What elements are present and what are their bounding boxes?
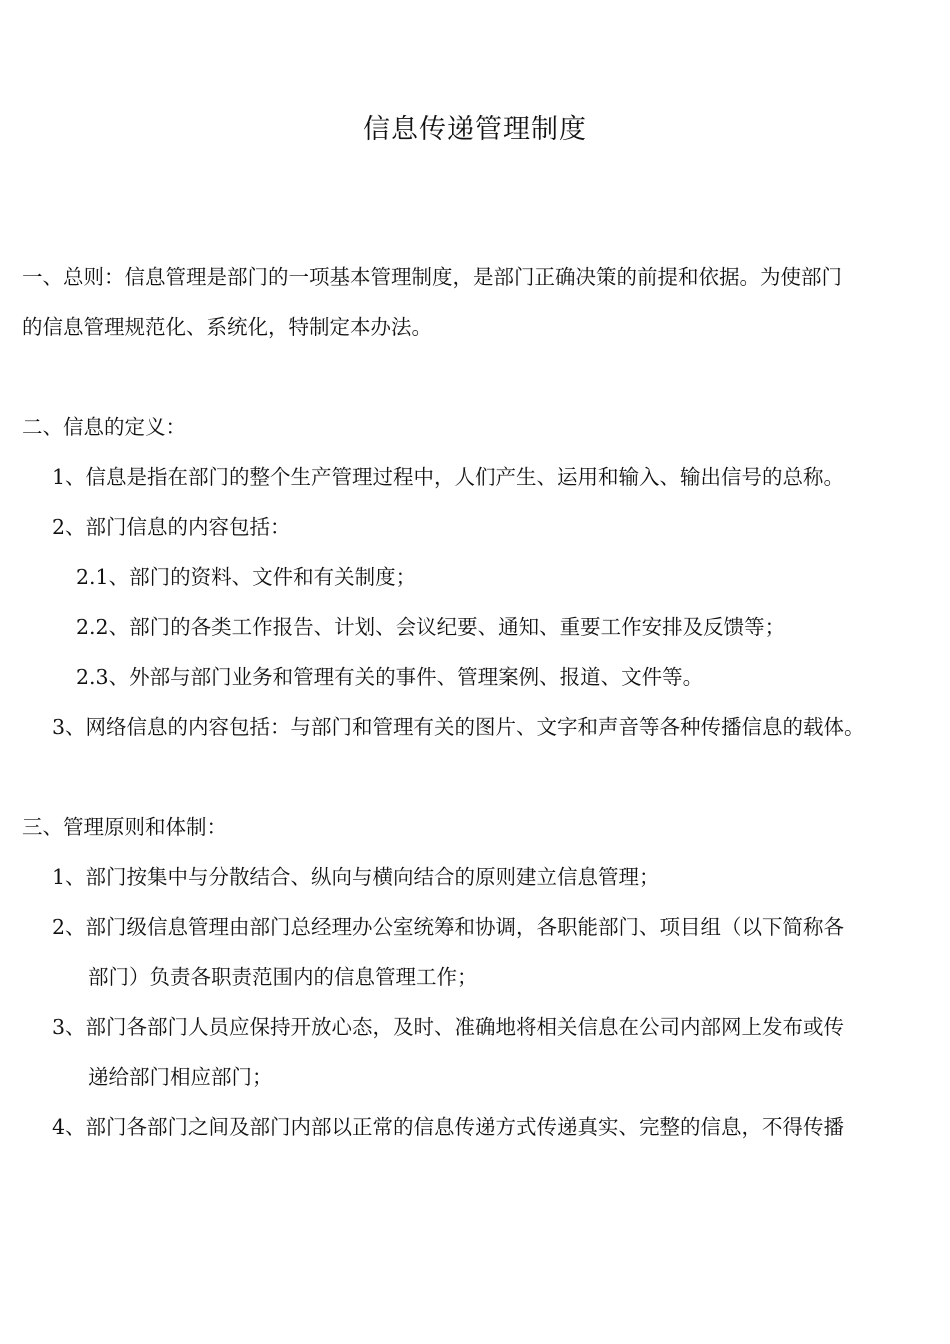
document-title: 信息传递管理制度 [363,114,587,145]
section3-item2-line1: 2、部门级信息管理由部门总经理办公室统筹和协调，各职能部门、项目组（以下简称各 [52,915,845,939]
section2-item2: 2、部门信息的内容包括： [52,515,291,539]
section2-heading: 二、信息的定义： [22,415,186,439]
section3-heading: 三、管理原则和体制： [22,815,227,839]
section2-item2-3: 2.3、外部与部门业务和管理有关的事件、管理案例、报道、文件等。 [76,665,704,689]
section2-item2-1: 2.1、部门的资料、文件和有关制度； [76,565,417,589]
section2-item2-2: 2.2、部门的各类工作报告、计划、会议纪要、通知、重要工作安排及反馈等； [76,615,786,639]
section3-item2-line2: 部门）负责各职责范围内的信息管理工作； [88,965,478,989]
section3-item3-line1: 3、部门各部门人员应保持开放心态，及时、准确地将相关信息在公司内部网上发布或传 [52,1015,845,1039]
section3-item3-line2: 递给部门相应部门； [88,1065,273,1089]
section1-line2: 的信息管理规范化、系统化，特制定本办法。 [22,315,432,339]
section2-item3: 3、网络信息的内容包括：与部门和管理有关的图片、文字和声音等各种传播信息的载体。 [52,715,865,739]
section1-line1: 一、总则：信息管理是部门的一项基本管理制度，是部门正确决策的前提和依据。为使部门 [22,265,842,289]
section3-item1: 1、部门按集中与分散结合、纵向与横向结合的原则建立信息管理； [52,865,660,889]
section3-item4-line1: 4、部门各部门之间及部门内部以正常的信息传递方式传递真实、完整的信息，不得传播 [52,1115,845,1139]
section2-item1: 1、信息是指在部门的整个生产管理过程中，人们产生、运用和输入、输出信号的总称。 [52,465,845,489]
